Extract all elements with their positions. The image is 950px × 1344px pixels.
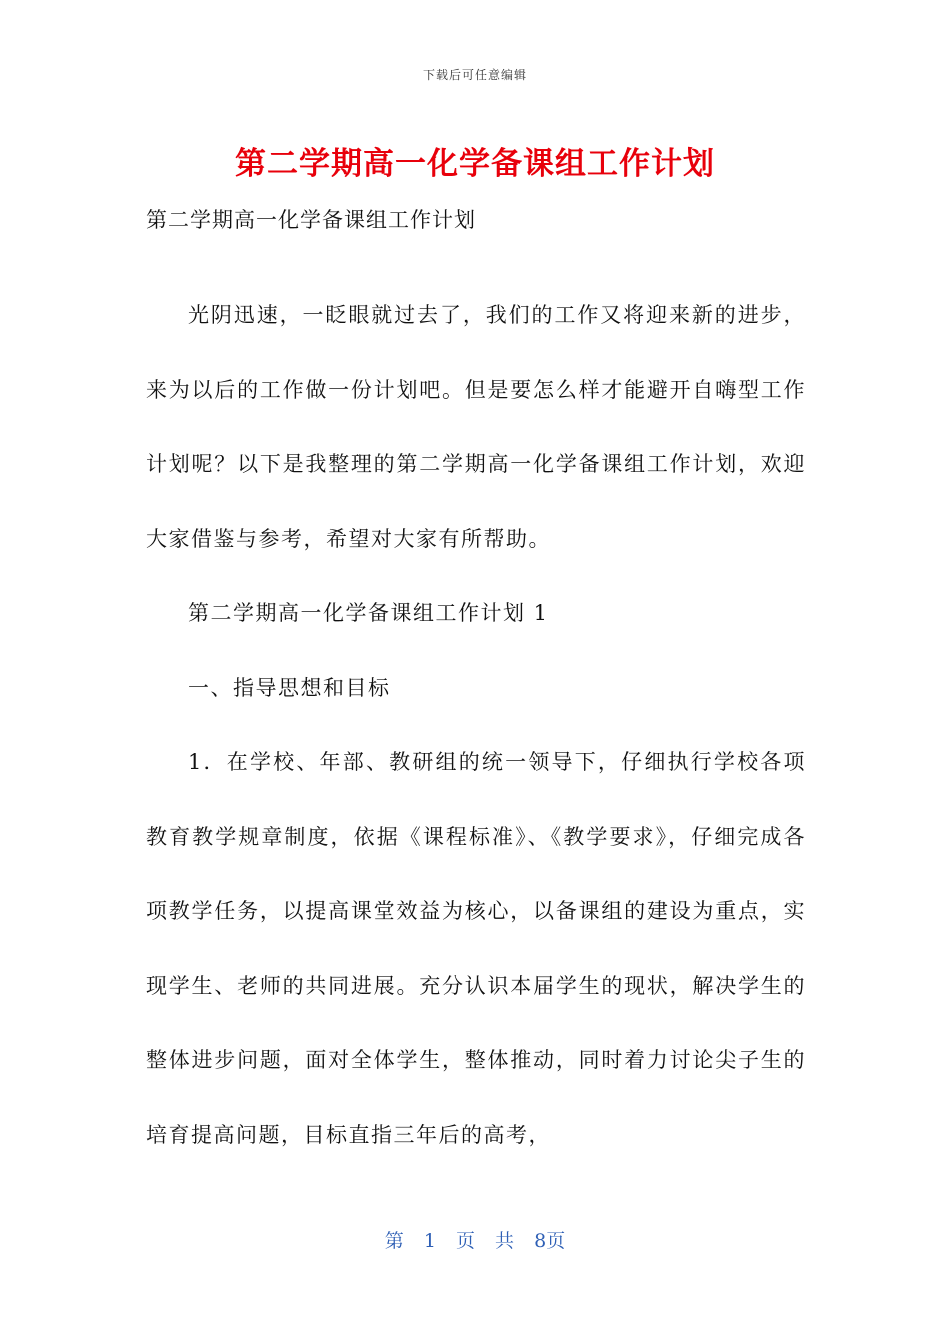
footer-page-word: 页: [455, 1230, 475, 1252]
paragraph-section-heading: 一、指导思想和目标: [188, 675, 391, 700]
page-footer: [0, 1226, 950, 1253]
paragraph-intro: 光阴迅速，一眨眼就过去了，我们的工作又将迎来新的进步，来为以后的工作做一份计划吧。但是要怎么样才能避开自嗨型工作计划呢？以下是我整理的第二学期高一化学备课组工作计划，欢迎大家借鉴与参考，希望对大家有所帮助。: [146, 303, 806, 551]
document-title: 第二学期高一化学备课组工作计划: [235, 146, 715, 182]
footer-total-pages: 8页: [534, 1230, 566, 1252]
paragraph-item-1: 1．在学校、年部、教研组的统一领导下，仔细执行学校各项教育教学规章制度，依据《课程标准》、《教学要求》，仔细完成各项教学任务，以提高课堂效益为核心，以备课组的建设为重点，实现学生、老师的共同进展。充分认识本届学生的现状，解决学生的整体进步问题，面对全体学生，整体推动，同时着力讨论尖子生的培育提高问题，目标直指三年后的高考，: [146, 750, 806, 1147]
document-body: [146, 200, 806, 1172]
header-note: 下载后可任意编辑: [422, 68, 527, 82]
footer-current-page: 1: [423, 1230, 436, 1252]
paragraph-plan-heading: 第二学期高一化学备课组工作计划 1: [188, 601, 549, 625]
footer-total-prefix: 共: [495, 1230, 515, 1252]
document-subtitle: 第二学期高一化学备课组工作计划: [146, 208, 476, 232]
footer-prefix: 第: [384, 1230, 404, 1252]
